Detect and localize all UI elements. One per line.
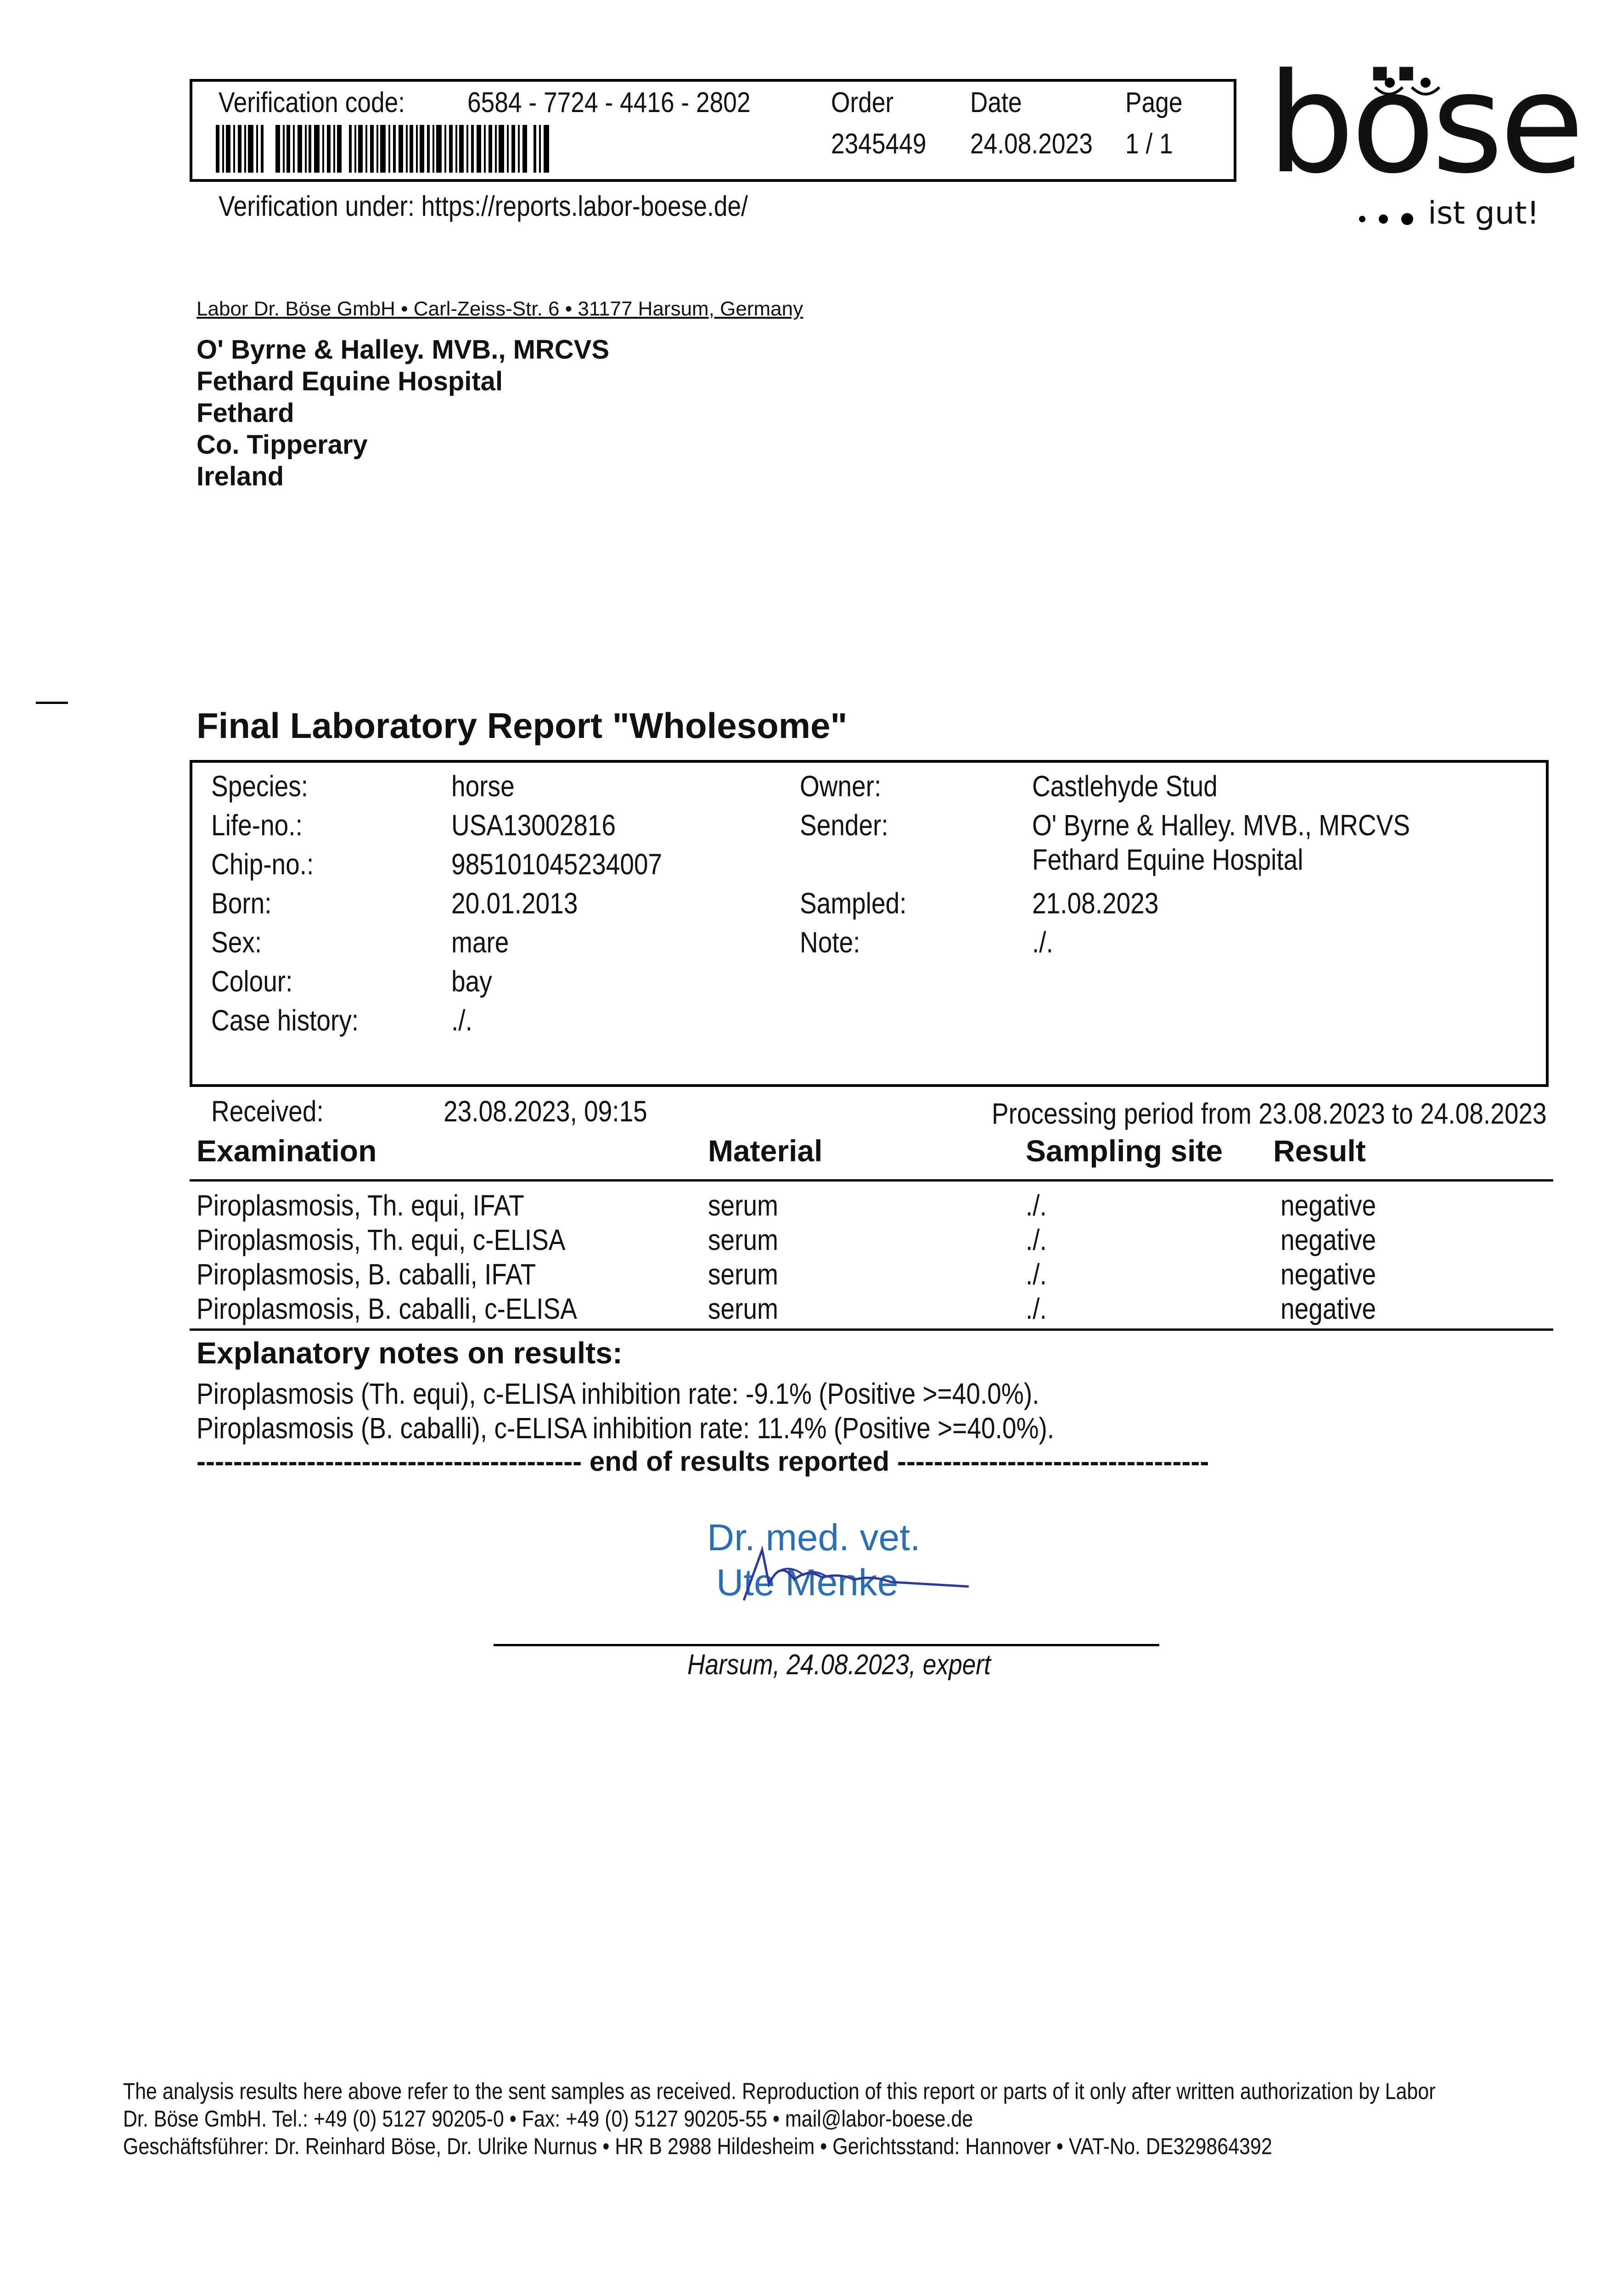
table-cell-result: negative <box>1280 1258 1376 1291</box>
signature-caption: Harsum, 24.08.2023, expert <box>687 1649 991 1681</box>
verification-code: 6584 - 7724 - 4416 - 2802 <box>467 87 751 118</box>
born-value: 20.01.2013 <box>451 887 578 920</box>
recipient-line: Fethard <box>197 398 294 428</box>
colour-label: Colour: <box>211 965 293 998</box>
recipient-line: Co. Tipperary <box>197 430 368 460</box>
table-cell-examination: Piroplasmosis, B. caballi, IFAT <box>197 1258 536 1291</box>
page-label: Page <box>1125 87 1183 118</box>
chip-no-value: 985101045234007 <box>451 848 663 881</box>
chip-no-label: Chip-no.: <box>211 848 314 881</box>
column-header-material: Material <box>708 1134 823 1168</box>
barcode-graphic <box>216 125 553 173</box>
sender-label: Sender: <box>800 809 888 842</box>
note-value: ./. <box>1032 926 1053 959</box>
table-cell-sampling-site: ./. <box>1026 1292 1047 1325</box>
table-bottom-rule <box>190 1328 1553 1331</box>
order-value: 2345449 <box>831 128 927 160</box>
table-cell-sampling-site: ./. <box>1026 1258 1047 1291</box>
sender-value-1: O' Byrne & Halley. MVB., MRCVS <box>1032 809 1410 842</box>
sex-label: Sex: <box>211 926 262 959</box>
owner-value: Castlehyde Stud <box>1032 770 1218 803</box>
table-cell-result: negative <box>1280 1189 1376 1222</box>
end-of-results-marker: ------------------------------------------ end of results reported ---------------------------------- <box>197 1446 1209 1477</box>
order-label: Order <box>831 87 894 118</box>
note-line: Piroplasmosis (B. caballi), c-ELISA inhibition rate: 11.4% (Positive >=40.0%). <box>197 1412 1055 1445</box>
footer-line: Dr. Böse GmbH. Tel.: +49 (0) 5127 90205-0 • Fax: +49 (0) 5127 90205-55 • mail@labor-boese.de <box>123 2106 973 2132</box>
handwritten-signature <box>735 1541 973 1609</box>
column-header-result: Result <box>1273 1134 1366 1168</box>
sex-value: mare <box>451 926 509 959</box>
sender-value-2: Fethard Equine Hospital <box>1032 843 1303 876</box>
born-label: Born: <box>211 887 272 920</box>
note-line: Piroplasmosis (Th. equi), c-ELISA inhibition rate: -9.1% (Positive >=40.0%). <box>197 1377 1039 1410</box>
sampled-value: 21.08.2023 <box>1032 887 1159 920</box>
signature-title: Dr. med. vet. <box>707 1517 921 1559</box>
sender-address-line: Labor Dr. Böse GmbH • Carl-Zeiss-Str. 6 • 31177 Harsum, Germany <box>197 298 803 320</box>
verification-url: Verification under: https://reports.labor-boese.de/ <box>219 191 748 222</box>
table-cell-examination: Piroplasmosis, Th. equi, IFAT <box>197 1189 524 1222</box>
table-cell-sampling-site: ./. <box>1026 1223 1047 1256</box>
table-header-rule <box>190 1179 1553 1182</box>
table-cell-sampling-site: ./. <box>1026 1189 1047 1222</box>
colour-value: bay <box>451 965 492 998</box>
owner-label: Owner: <box>800 770 882 803</box>
table-cell-result: negative <box>1280 1292 1376 1325</box>
table-cell-result: negative <box>1280 1223 1376 1256</box>
page-value: 1 / 1 <box>1125 128 1173 160</box>
sampled-label: Sampled: <box>800 887 907 920</box>
recipient-line: O' Byrne & Halley. MVB., MRCVS <box>197 335 610 365</box>
column-header-examination: Examination <box>197 1134 377 1168</box>
processing-period: Processing period from 23.08.2023 to 24.08.2023 <box>992 1097 1547 1130</box>
species-label: Species: <box>211 770 309 803</box>
report-title: Final Laboratory Report "Wholesome" <box>197 705 848 746</box>
logo-dots-icon <box>1357 212 1430 226</box>
logo-wordmark: böse <box>1267 44 1581 204</box>
note-label: Note: <box>800 926 860 959</box>
case-history-label: Case history: <box>211 1004 359 1037</box>
table-cell-examination: Piroplasmosis, B. caballi, c-ELISA <box>197 1292 577 1325</box>
logo-tagline: ist gut! <box>1428 195 1539 231</box>
recipient-line: Fethard Equine Hospital <box>197 366 503 396</box>
received-label: Received: <box>211 1095 324 1128</box>
species-value: horse <box>451 770 515 803</box>
signature-name: Ute Menke <box>716 1562 899 1604</box>
verification-code-label: Verification code: <box>219 87 405 118</box>
life-no-value: USA13002816 <box>451 809 616 842</box>
table-cell-material: serum <box>708 1258 778 1291</box>
signature-line <box>494 1644 1159 1646</box>
received-value: 23.08.2023, 09:15 <box>444 1095 647 1128</box>
footer-line: The analysis results here above refer to the sent samples as received. Reproduction of this report or parts of it only after written authorization by Labor <box>123 2078 1436 2104</box>
case-history-value: ./. <box>451 1004 472 1037</box>
date-value: 24.08.2023 <box>970 128 1093 160</box>
table-cell-material: serum <box>708 1292 778 1325</box>
table-cell-examination: Piroplasmosis, Th. equi, c-ELISA <box>197 1223 566 1256</box>
table-cell-material: serum <box>708 1223 778 1256</box>
footer-line: Geschäftsführer: Dr. Reinhard Böse, Dr. Ulrike Nurnus • HR B 2988 Hildesheim • Gerichtsstand: Hannover • VAT-No. DE329864392 <box>123 2133 1272 2159</box>
date-label: Date <box>970 87 1022 118</box>
life-no-label: Life-no.: <box>211 809 303 842</box>
fold-mark <box>36 702 68 704</box>
table-cell-material: serum <box>708 1189 778 1222</box>
column-header-sampling-site: Sampling site <box>1026 1134 1223 1168</box>
notes-heading: Explanatory notes on results: <box>197 1336 623 1370</box>
recipient-line: Ireland <box>197 461 284 491</box>
